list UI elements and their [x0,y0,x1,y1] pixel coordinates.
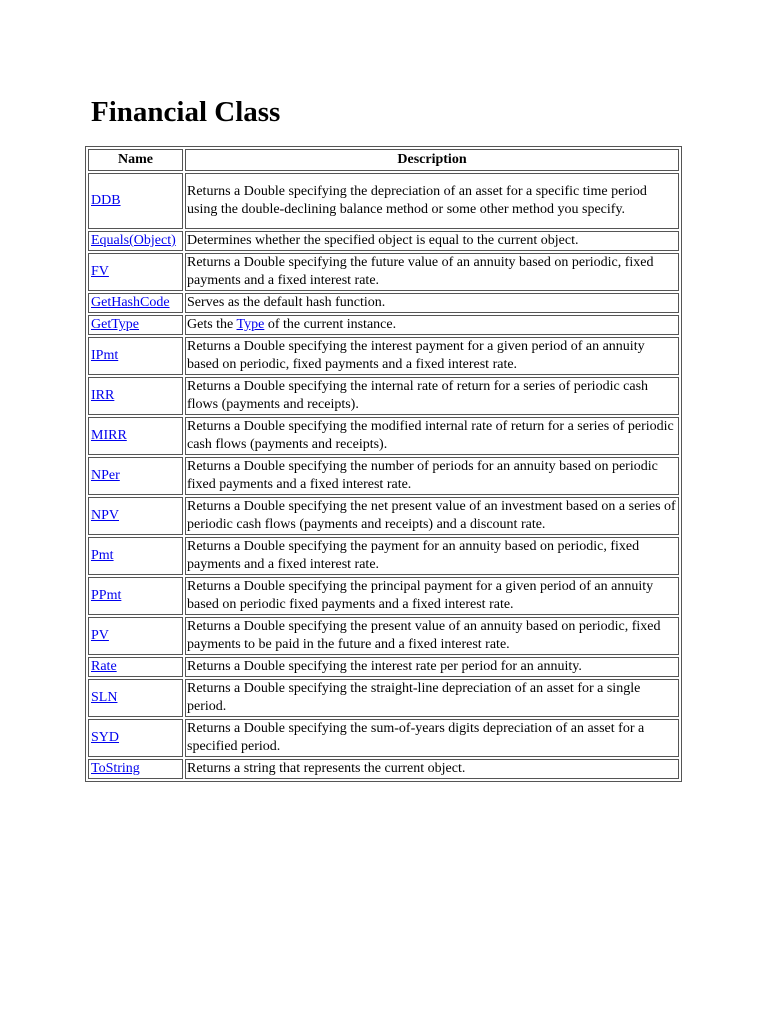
member-description: Determines whether the specified object is equal to the current object. [185,231,679,251]
table-row [88,617,679,655]
member-description: Returns a Double specifying the interest rate per period for an annuity. [185,657,679,677]
description-text: of the current instance. [264,317,397,332]
member-description: Returns a Double specifying the interest payment for a given period of an annuity based on periodic, fixed payments and a fixed interest rate. [185,337,679,375]
table-row [88,293,679,313]
member-link-pmt[interactable]: Pmt [91,548,114,563]
table-row [88,759,679,779]
table-row [88,657,679,677]
table-row [88,537,679,575]
table-row [88,577,679,615]
column-header-name: Name [88,149,183,171]
table-row [88,719,679,757]
table-row [88,457,679,495]
page-title: Financial Class [91,96,281,128]
member-description: Returns a Double specifying the future value of an annuity based on periodic, fixed payments and a fixed interest rate. [185,253,679,291]
member-description: Returns a Double specifying the number of periods for an annuity based on periodic fixed payments and a fixed interest rate. [185,457,679,495]
member-link-npv[interactable]: NPV [91,508,120,523]
table-row [88,231,679,251]
table-row [88,253,679,291]
member-link-gethashcode[interactable]: GetHashCode [91,295,170,310]
table-header-row [88,149,679,171]
table-row [88,315,679,335]
member-link-ipmt[interactable]: IPmt [91,348,119,363]
member-link-pv[interactable]: PV [91,628,109,643]
member-description: Returns a Double specifying the depreciation of an asset for a specific time period using the double-declining balance method or some other method you specify. [185,173,679,229]
member-link-equals[interactable]: Equals(Object) [91,233,176,248]
member-link-sln[interactable]: SLN [91,690,118,705]
member-description: Returns a Double specifying the sum-of-years digits depreciation of an asset for a specified period. [185,719,679,757]
member-description: Returns a Double specifying the modified internal rate of return for a series of periodic cash flows (payments and receipts). [185,417,679,455]
table-row [88,337,679,375]
description-text: Gets the [187,317,237,332]
member-link-gettype[interactable]: GetType [91,317,140,332]
member-description: Returns a Double specifying the net present value of an investment based on a series of periodic cash flows (payments and receipts) and a discount rate. [185,497,679,535]
member-link-syd[interactable]: SYD [91,730,120,745]
members-table [85,146,682,782]
column-header-description: Description [185,149,679,171]
member-link-nper[interactable]: NPer [91,468,120,483]
member-link-irr[interactable]: IRR [91,388,115,403]
table-row [88,679,679,717]
type-link[interactable]: Type [236,317,265,332]
member-link-fv[interactable]: FV [91,264,109,279]
member-link-rate[interactable]: Rate [91,659,117,674]
table-row [88,377,679,415]
table-row [88,497,679,535]
member-description: Returns a Double specifying the payment for an annuity based on periodic, fixed payments and a fixed interest rate. [185,537,679,575]
member-description: Returns a Double specifying the straight-line depreciation of an asset for a single period. [185,679,679,717]
member-description [185,315,679,335]
member-link-ddb[interactable]: DDB [91,193,121,208]
member-link-mirr[interactable]: MIRR [91,428,127,443]
member-link-tostring[interactable]: ToString [91,761,140,776]
table-row [88,417,679,455]
table-row [88,173,679,229]
member-description: Returns a Double specifying the internal rate of return for a series of periodic cash flows (payments and receipts). [185,377,679,415]
member-link-ppmt[interactable]: PPmt [91,588,122,603]
member-description: Returns a Double specifying the principal payment for a given period of an annuity based on periodic fixed payments and a fixed interest rate. [185,577,679,615]
member-description: Serves as the default hash function. [185,293,679,313]
member-description: Returns a Double specifying the present value of an annuity based on periodic, fixed payments to be paid in the future and a fixed interest rate. [185,617,679,655]
member-description: Returns a string that represents the current object. [185,759,679,779]
